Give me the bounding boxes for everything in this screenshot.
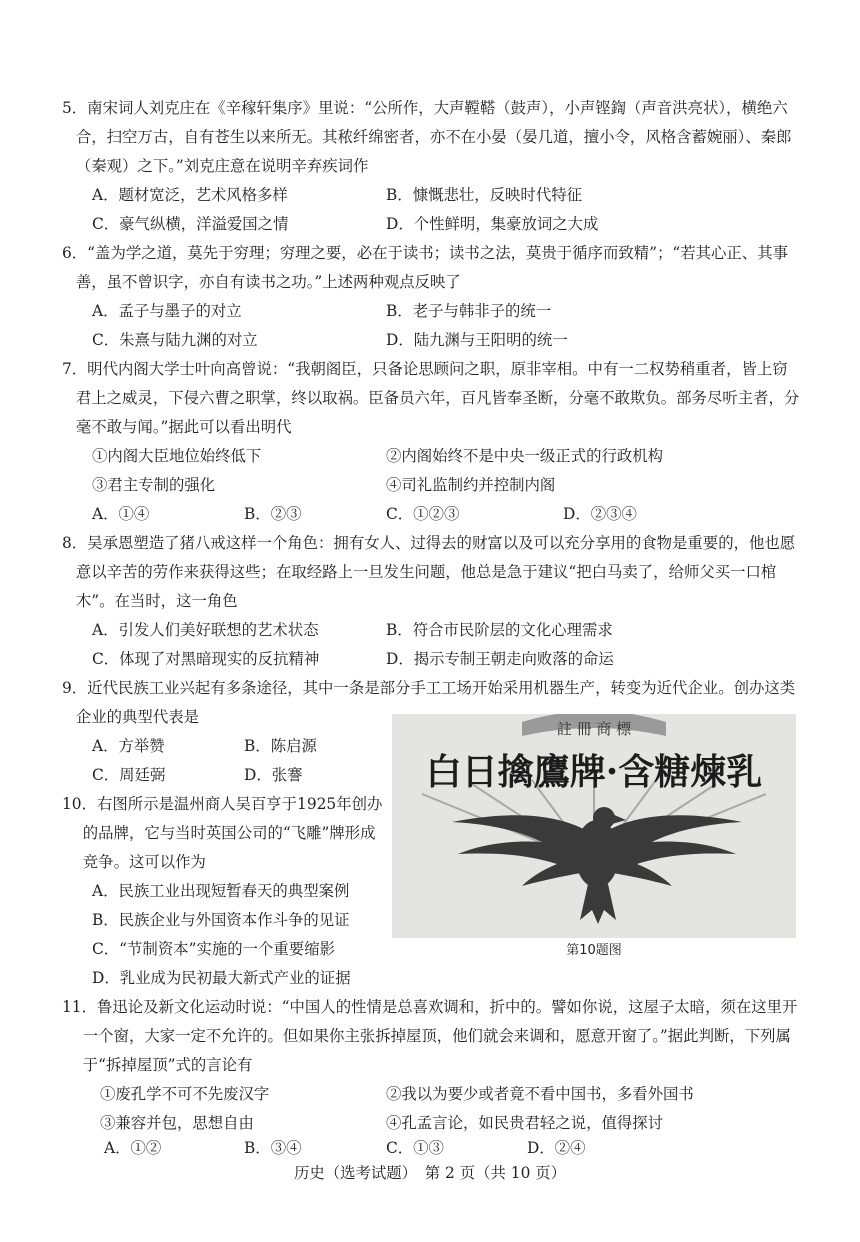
q11-statement-4: ④孔孟言论，如民贵君轻之说，值得探讨 bbox=[386, 1114, 664, 1132]
q10-option-b: B．民族企业与外国资本作斗争的见证 bbox=[92, 911, 350, 929]
page-footer: 历史（选考试题） 第 2 页（共 10 页） bbox=[293, 1164, 567, 1182]
q9-option-c: C．周廷弼 bbox=[92, 766, 166, 784]
q10-option-a: A．民族工业出现短暂春天的典型案例 bbox=[92, 882, 350, 900]
q11-option-c: C．①③ bbox=[386, 1139, 444, 1157]
q11-statement-2: ②我以为要少或者竟不看中国书，多看外国书 bbox=[386, 1085, 694, 1103]
question-9-stem: 9．近代民族工业兴起有多条途径，其中一条是部分手工工场开始采用机器生产，转变为近代企业。创办这类企业的典型代表是 bbox=[62, 679, 796, 726]
q6-option-b: B．老子与韩非子的统一 bbox=[386, 302, 552, 320]
question-8 bbox=[62, 529, 802, 616]
q7-option-b: B．②③ bbox=[244, 505, 302, 523]
q9-option-d: D．张謇 bbox=[244, 766, 303, 784]
q8-option-b: B．符合市民阶层的文化心理需求 bbox=[386, 621, 613, 639]
question-5 bbox=[62, 94, 802, 181]
question-5-stem: 5．南宋词人刘克庄在《辛稼轩集序》里说：“公所作，大声鞺鞳（鼓声），小声铿鍧（声音洪亮状），横绝六合，扫空万古，自有苍生以来所无。其秾纤绵密者，亦不在小晏（晏几道，擅小令，风格含蓄婉丽）、秦郎（秦观）之下。”刘克庄意在说明辛弃疾词作 bbox=[62, 99, 792, 175]
q11-option-a: A．①② bbox=[104, 1139, 162, 1157]
question-6-stem: 6．“盖为学之道，莫先于穷理；穷理之要，必在于读书；读书之法，莫贵于循序而致精”；“若其心正、其事善，虽不曾识字，亦自有读书之功。”上述两种观点反映了 bbox=[62, 244, 788, 291]
q7-statement-1: ①内阁大臣地位始终低下 bbox=[92, 447, 262, 465]
q11-statement-3: ③兼容并包，思想自由 bbox=[100, 1114, 254, 1132]
q6-option-c: C．朱熹与陆九渊的对立 bbox=[92, 331, 258, 349]
q5-option-d: D．个性鲜明，集豪放词之大成 bbox=[386, 215, 599, 233]
brand-name: 白日擒鷹牌·含糖煉乳 bbox=[425, 751, 763, 793]
question-11-stem: 11．鲁迅论及新文化运动时说：“中国人的性情是总喜欢调和，折中的。譬如你说，这屋子太暗，须在这里开一个窗，大家一定不允许的。但如果你主张拆掉屋顶，他们就会来调和，愿意开窗了。”据此判断，下列属于“拆掉屋顶”式的言论有 bbox=[62, 998, 798, 1074]
q8-option-a: A．引发人们美好联想的艺术状态 bbox=[92, 621, 319, 639]
trademark-figure bbox=[392, 714, 796, 938]
question-10-stem: 10．右图所示是温州商人吴百亨于1925年创办的品牌，它与当时英国公司的“飞雕”牌形成竞争。这可以作为 bbox=[62, 795, 383, 871]
figure-caption: 第10题图 bbox=[566, 943, 622, 958]
q9-option-b: B．陈启源 bbox=[244, 737, 317, 755]
q7-statement-4: ④司礼监制约并控制内阁 bbox=[386, 476, 556, 494]
question-11 bbox=[62, 993, 802, 1080]
eagle-trademark-image bbox=[392, 714, 796, 938]
question-8-stem: 8．吴承恩塑造了猪八戒这样一个角色：拥有女人、过得去的财富以及可以充分享用的食物是重要的，他也愿意以辛苦的劳作来获得这些；在取经路上一旦发生问题，他总是急于建议“把白马卖了，给师父买一口棺木”。在当时，这一角色 bbox=[62, 534, 796, 610]
q7-option-d: D．②③④ bbox=[563, 505, 637, 523]
q7-statement-2: ②内阁始终不是中央一级正式的行政机构 bbox=[386, 447, 664, 465]
q8-option-c: C．体现了对黑暗现实的反抗精神 bbox=[92, 650, 320, 668]
q7-statement-3: ③君主专制的强化 bbox=[92, 476, 216, 494]
q11-option-b: B．③④ bbox=[244, 1139, 302, 1157]
q7-option-c: C．①②③ bbox=[386, 505, 460, 523]
question-6 bbox=[62, 239, 802, 297]
q7-option-a: A．①④ bbox=[92, 505, 150, 523]
q5-option-a: A．题材宽泛，艺术风格多样 bbox=[92, 186, 288, 204]
q5-option-c: C．豪气纵横，洋溢爱国之情 bbox=[92, 215, 289, 233]
q6-option-d: D．陆九渊与王阳明的统一 bbox=[386, 331, 568, 349]
q8-option-d: D．揭示专制王朝走向败落的命运 bbox=[386, 650, 614, 668]
q9-option-a: A．方举赞 bbox=[92, 737, 165, 755]
q11-option-d: D．②④ bbox=[527, 1139, 586, 1157]
q5-option-b: B．慷慨悲壮，反映时代特征 bbox=[386, 186, 582, 204]
question-7-stem: 7．明代内阁大学士叶向高曾说：“我朝阁臣，只备论思顾问之职，原非宰相。中有一二权势稍重者，皆上窃君上之威灵，下侵六曹之职掌，终以取祸。臣备员六年，百凡皆奉圣断，分毫不敢欺负。部务尽听主者，分毫不敢与闻。”据此可以看出明代 bbox=[62, 360, 800, 436]
q11-statement-1: ①废孔学不可不先废汉字 bbox=[100, 1085, 270, 1103]
q10-option-d: D．乳业成为民初最大新式产业的证据 bbox=[92, 969, 351, 987]
question-7 bbox=[62, 355, 802, 442]
question-10 bbox=[62, 790, 384, 877]
q6-option-a: A．孟子与墨子的对立 bbox=[92, 302, 242, 320]
registered-trademark-label: 註 冊 商 標 bbox=[556, 720, 632, 738]
q10-option-c: C．“节制资本”实施的一个重要缩影 bbox=[92, 940, 335, 958]
